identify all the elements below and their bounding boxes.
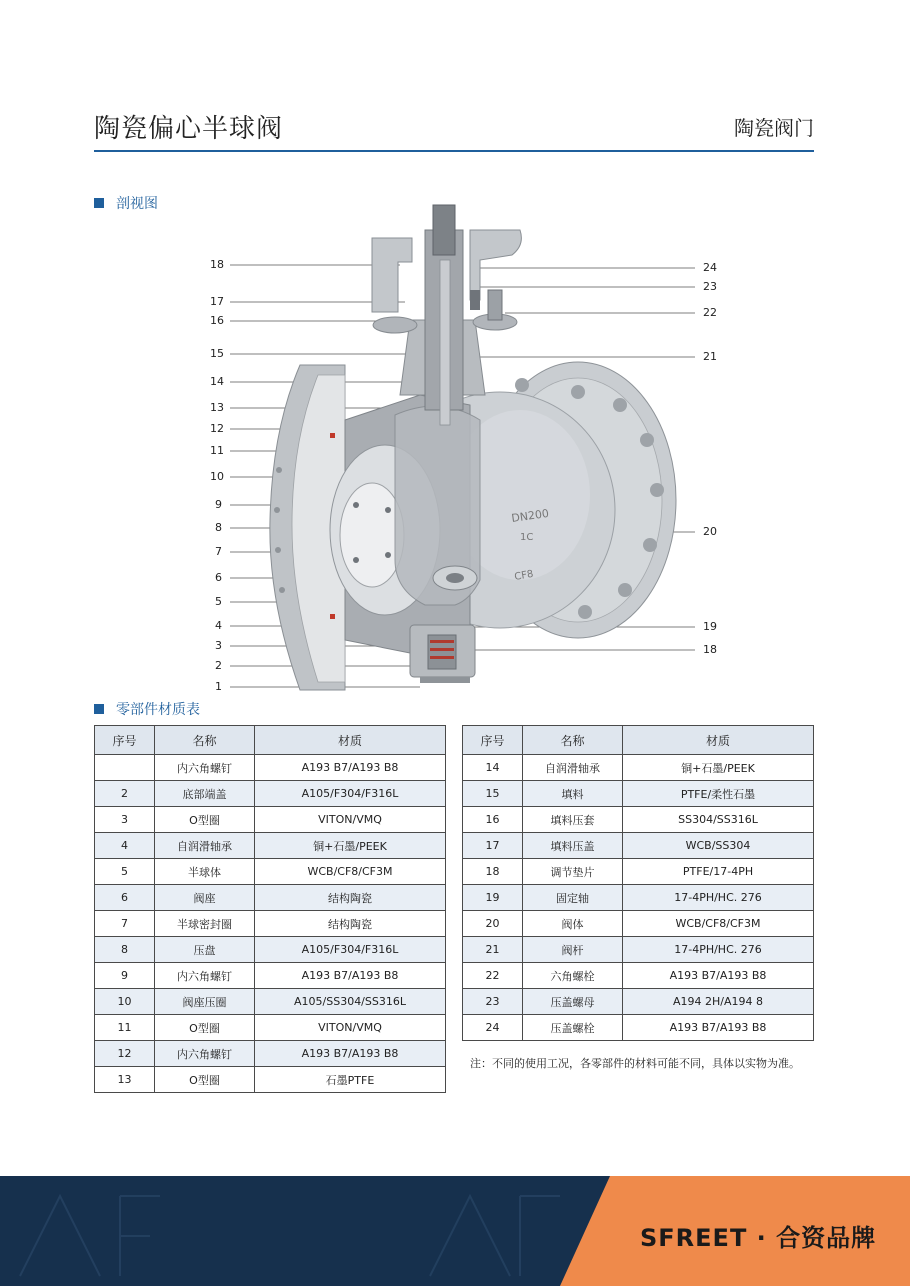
parts-table-left: [94, 725, 446, 1093]
cell-name: 调节垫片: [523, 859, 623, 885]
callout-number: 18: [703, 643, 717, 656]
table-header-row: [95, 726, 446, 755]
callout-number: 11: [210, 444, 224, 457]
callout-number: 19: [703, 620, 717, 633]
cell-name: 压盘: [155, 937, 255, 963]
cell-no: 23: [463, 989, 523, 1015]
cell-material: 铜+石墨/PEEK: [255, 833, 446, 859]
table-row: [463, 755, 814, 781]
cell-material: PTFE/17-4PH: [623, 859, 814, 885]
cell-name: 填料压套: [523, 807, 623, 833]
cell-material: A193 B7/A193 B8: [255, 963, 446, 989]
cell-material: A194 2H/A194 8: [623, 989, 814, 1015]
cell-material: SS304/SS316L: [623, 807, 814, 833]
cell-name: 压盖螺母: [523, 989, 623, 1015]
table-row: [463, 859, 814, 885]
callout-number: 12: [210, 422, 224, 435]
cell-no: 5: [95, 859, 155, 885]
cell-no: 14: [463, 755, 523, 781]
page-category: 陶瓷阀门: [734, 116, 814, 140]
cell-name: O型圈: [155, 1015, 255, 1041]
callout-number: 9: [215, 498, 222, 511]
callout-number: 14: [210, 375, 224, 388]
cell-material: A193 B7/A193 B8: [623, 963, 814, 989]
cell-no: 2: [95, 781, 155, 807]
cell-no: 8: [95, 937, 155, 963]
cell-no: 9: [95, 963, 155, 989]
col-header-no: 序号: [463, 726, 523, 755]
cell-no: 15: [463, 781, 523, 807]
callout-number: 8: [215, 521, 222, 534]
cell-no: 16: [463, 807, 523, 833]
table-row: [95, 989, 446, 1015]
cell-name: 底部端盖: [155, 781, 255, 807]
section-square-icon: [94, 704, 104, 714]
cell-name: 内六角螺钉: [155, 755, 255, 781]
cell-material: 结构陶瓷: [255, 911, 446, 937]
cell-name: 内六角螺钉: [155, 1041, 255, 1067]
table-row: [463, 937, 814, 963]
cell-no: 18: [463, 859, 523, 885]
svg-text:DN200: DN200: [510, 506, 550, 525]
cell-name: 自润滑轴承: [155, 833, 255, 859]
cell-material: A105/F304/F316L: [255, 781, 446, 807]
table-row: [95, 755, 446, 781]
table-row: [95, 833, 446, 859]
cell-name: 自润滑轴承: [523, 755, 623, 781]
callout-number: 6: [215, 571, 222, 584]
cell-name: 阀座压圈: [155, 989, 255, 1015]
callout-number: 13: [210, 401, 224, 414]
parts-table-right: [462, 725, 814, 1041]
cell-no: 21: [463, 937, 523, 963]
cell-name: 半球密封圈: [155, 911, 255, 937]
callout-number: 4: [215, 619, 222, 632]
table-row: [95, 807, 446, 833]
cell-material: PTFE/柔性石墨: [623, 781, 814, 807]
callout-number: 20: [703, 525, 717, 538]
cell-no: 12: [95, 1041, 155, 1067]
section-view-label: 剖视图: [116, 196, 158, 212]
section-parts-label: 零部件材质表: [116, 702, 200, 718]
table-header-row: [463, 726, 814, 755]
cell-material: 石墨PTFE: [255, 1067, 446, 1093]
table-row: [95, 859, 446, 885]
cell-material: WCB/CF8/CF3M: [255, 859, 446, 885]
svg-text:1C: 1C: [520, 532, 534, 543]
callout-number: 1: [215, 680, 222, 693]
cell-name: O型圈: [155, 807, 255, 833]
table-row: [95, 885, 446, 911]
cell-name: 六角螺栓: [523, 963, 623, 989]
callout-number: 23: [703, 280, 717, 293]
cell-material: A105/F304/F316L: [255, 937, 446, 963]
cell-no: 20: [463, 911, 523, 937]
callout-number: 15: [210, 347, 224, 360]
callout-number: 7: [215, 545, 222, 558]
cell-material: 铜+石墨/PEEK: [623, 755, 814, 781]
callout-number: 22: [703, 306, 717, 319]
callout-number: 17: [210, 295, 224, 308]
col-header-material: 材质: [623, 726, 814, 755]
section-heading-parts: [94, 699, 200, 719]
svg-text:CF8: CF8: [513, 568, 535, 583]
cell-name: 阀座: [155, 885, 255, 911]
cell-material: A193 B7/A193 B8: [255, 755, 446, 781]
cell-no: 6: [95, 885, 155, 911]
table-row: [95, 1041, 446, 1067]
cell-no: 11: [95, 1015, 155, 1041]
cell-no: [95, 755, 155, 781]
material-note: 注：不同的使用工况，各零部件的材料可能不同，具体以实物为准。: [470, 1057, 800, 1070]
cell-material: A193 B7/A193 B8: [255, 1041, 446, 1067]
table-row: [95, 963, 446, 989]
cell-material: WCB/CF8/CF3M: [623, 911, 814, 937]
cell-no: 3: [95, 807, 155, 833]
table-row: [95, 911, 446, 937]
table-row: [95, 1015, 446, 1041]
table-row: [463, 963, 814, 989]
cell-material: A105/SS304/SS316L: [255, 989, 446, 1015]
callout-number: 18: [210, 258, 224, 271]
table-row: [95, 781, 446, 807]
cell-name: 固定轴: [523, 885, 623, 911]
table-row: [463, 833, 814, 859]
table-row: [463, 885, 814, 911]
cell-no: 4: [95, 833, 155, 859]
table-row: [95, 937, 446, 963]
table-row: [463, 1015, 814, 1041]
callout-number: 3: [215, 639, 222, 652]
cell-no: 19: [463, 885, 523, 911]
cell-no: 17: [463, 833, 523, 859]
page-title: 陶瓷偏心半球阀: [94, 114, 284, 144]
cell-name: O型圈: [155, 1067, 255, 1093]
cell-name: 压盖螺栓: [523, 1015, 623, 1041]
cell-no: 10: [95, 989, 155, 1015]
callout-number: 5: [215, 595, 222, 608]
callout-number: 2: [215, 659, 222, 672]
table-row: [463, 989, 814, 1015]
cell-material: 结构陶瓷: [255, 885, 446, 911]
cell-material: VITON/VMQ: [255, 1015, 446, 1041]
table-row: [463, 781, 814, 807]
callout-number: 16: [210, 314, 224, 327]
cell-material: WCB/SS304: [623, 833, 814, 859]
cell-no: 22: [463, 963, 523, 989]
table-row: [95, 1067, 446, 1093]
table-row: [463, 807, 814, 833]
cell-material: VITON/VMQ: [255, 807, 446, 833]
cell-no: 13: [95, 1067, 155, 1093]
cell-name: 半球体: [155, 859, 255, 885]
col-header-name: 名称: [523, 726, 623, 755]
cell-material: 17-4PH/HC. 276: [623, 937, 814, 963]
col-header-name: 名称: [155, 726, 255, 755]
col-header-material: 材质: [255, 726, 446, 755]
cell-material: 17-4PH/HC. 276: [623, 885, 814, 911]
cell-no: 7: [95, 911, 155, 937]
callout-number: 21: [703, 350, 717, 363]
table-row: [463, 911, 814, 937]
cell-name: 阀体: [523, 911, 623, 937]
brand-logo: SFREET · 合资品牌: [640, 1224, 877, 1252]
cell-name: 填料: [523, 781, 623, 807]
cell-no: 24: [463, 1015, 523, 1041]
cell-name: 填料压盖: [523, 833, 623, 859]
cell-name: 内六角螺钉: [155, 963, 255, 989]
col-header-no: 序号: [95, 726, 155, 755]
callout-number: 10: [210, 470, 224, 483]
cell-material: A193 B7/A193 B8: [623, 1015, 814, 1041]
cell-name: 阀杆: [523, 937, 623, 963]
callout-number: 24: [703, 261, 717, 274]
